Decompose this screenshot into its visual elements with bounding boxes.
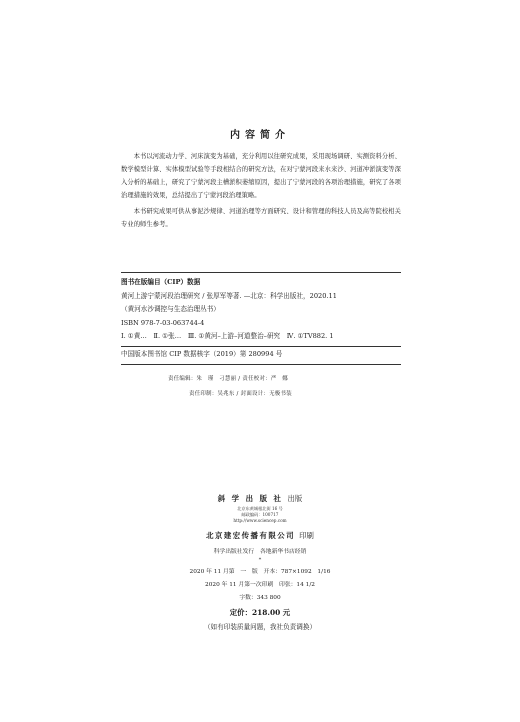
cip-line-classification: Ⅰ. ①黄… Ⅱ. ①张… Ⅲ. ①黄河–上游–河道整治–研究 Ⅳ. ①TV882. 1 bbox=[121, 332, 334, 341]
cip-line-series: （黄河水沙调控与生态治理丛书） bbox=[121, 305, 220, 314]
summary-paragraph-1: 本书以河流动力学、河床演变为基础，充分利用以往研究成果，采用现场调研、实测资料分析、数学模型计算、实体模型试验等手段相结合的研究方法，在对宁蒙河段来水来沙、河道冲淤演变等深入分析的基础上，研究了宁蒙河段主槽淤积萎缩原因，提出了宁蒙河段的各项治理措施，研究了各项治理措施的效果，总结提出了宁蒙河段治理策略。 bbox=[121, 153, 401, 200]
distribution-line: 科学出版社发行 各地新华书店经销 bbox=[213, 549, 307, 555]
publisher-name: 斜 学 出 版 社 bbox=[217, 494, 283, 503]
price-line: 定价：218.00 元 bbox=[229, 608, 291, 617]
word-count-line: 字数：343 800 bbox=[239, 595, 281, 601]
cip-middle-rule bbox=[121, 346, 401, 347]
cip-bottom-rule bbox=[121, 364, 401, 365]
printer-name: 北京建宏传播有限公司 bbox=[206, 531, 296, 540]
printer-line bbox=[0, 530, 520, 541]
cip-line-isbn: ISBN 978-7-03-063744-4 bbox=[121, 318, 205, 327]
credits-production: 责任印制：吴兆东 / 封面设计：无极书装 bbox=[189, 391, 292, 397]
summary-heading: 内容简介 bbox=[230, 130, 290, 141]
cip-record-number: 中国版本图书馆 CIP 数据核字（2019）第 280994 号 bbox=[121, 350, 283, 358]
separator-star: * bbox=[258, 557, 262, 563]
publisher-address: 北京东黄城根北街 16 号 bbox=[237, 506, 283, 511]
printer-suffix: 印刷 bbox=[299, 531, 314, 540]
publisher-line bbox=[0, 493, 520, 504]
publisher-postcode: 邮政编码：100717 bbox=[241, 512, 279, 517]
credits-editors: 责任编辑：朱 瑾 刁慧丽 / 责任校对：严 娜 bbox=[168, 376, 288, 382]
edition-line: 2020 年 11 月第 一 版 开本：787×1092 1/16 bbox=[189, 569, 331, 575]
printing-line: 2020 年 11 月第一次印刷 印张：14 1/2 bbox=[205, 582, 315, 588]
cip-heading: 图书在版编目（CIP）数据 bbox=[121, 278, 201, 286]
cip-top-rule bbox=[121, 272, 401, 273]
cip-line-title: 黄河上游宁蒙河段治理研究 / 张厚军等著. —北京：科学出版社，2020.11 bbox=[121, 291, 337, 300]
cip-block bbox=[121, 276, 411, 344]
publisher-website: http://www.sciencep.com bbox=[233, 518, 287, 523]
quality-notice: （如有印装质量问题，我社负责调换） bbox=[203, 623, 317, 631]
summary-body bbox=[121, 150, 401, 235]
publisher-suffix: 出版 bbox=[287, 494, 303, 503]
summary-paragraph-2: 本书研究成果可供从事泥沙规律、河道治理等方面研究、设计和管理的科技人员及高等院校相关专业的师生参考。 bbox=[121, 208, 401, 229]
